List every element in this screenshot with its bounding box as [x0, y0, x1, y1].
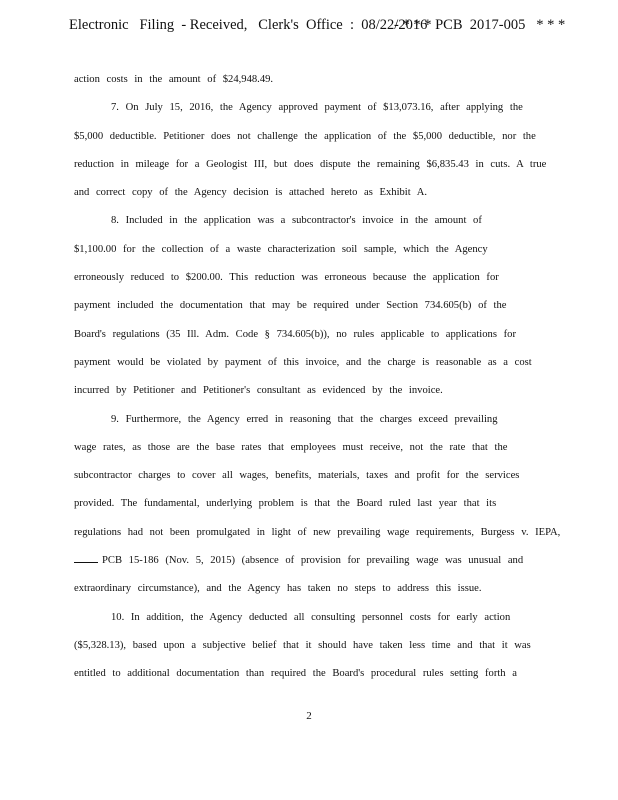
blank-underline: [74, 552, 98, 563]
text-line: [74, 296, 544, 324]
text-line: [74, 636, 544, 664]
document-body: [74, 70, 561, 693]
text-line: [74, 608, 544, 636]
filing-stamp-right: - * * * PCB 2017-005 * * *: [394, 17, 566, 33]
text-line: [74, 438, 544, 466]
text-line-content: 9. Furthermore, the Agency erred in reasoning that the charges exceed prevailing: [111, 413, 498, 425]
text-line-content: action costs in the amount of $24,948.49.: [74, 74, 274, 85]
text-line-content: PCB 15-186 (Nov. 5, 2015) (absence of provision for prevailing wage was unusual and: [102, 555, 524, 567]
text-line-content: and correct copy of the Agency decision is attached hereto as Exhibit A.: [74, 187, 428, 199]
text-line-content: provided. The fundamental, underlying problem is that the Board ruled last year that its: [74, 498, 497, 510]
text-line-content: $5,000 deductible. Petitioner does not challenge the application of the $5,000 deductible, nor the: [74, 130, 536, 142]
text-line-content: extraordinary circumstance), and the Agency has taken no steps to address this issue.: [74, 583, 482, 595]
text-line: [74, 211, 544, 239]
text-line: [74, 579, 544, 607]
text-line: [74, 268, 544, 296]
text-line: [74, 664, 544, 692]
filing-stamp-left: Electronic Filing - Received, Clerk's Office : 08/22/2016: [69, 17, 428, 33]
text-line-content: 7. On July 15, 2016, the Agency approved payment of $13,073.16, after applying the: [111, 102, 523, 114]
text-line: [74, 381, 544, 409]
text-line-content: entitled to additional documentation than required the Board's procedural rules setting forth a: [74, 668, 517, 680]
text-line-content: payment included the documentation that may be required under Section 734.605(b) of the: [74, 300, 507, 312]
text-line-content: incurred by Petitioner and Petitioner's consultant as evidenced by the invoice.: [74, 385, 443, 397]
text-line-content: 8. Included in the application was a subcontractor's invoice in the amount of: [111, 215, 482, 227]
text-line-content: ($5,328.13), based upon a subjective belief that it should have taken less time and that it was: [74, 639, 531, 651]
text-line: [74, 183, 544, 211]
text-line: [74, 127, 544, 155]
text-line-content: reduction in mileage for a Geologist III, but does dispute the remaining $6,835.43 in cuts. A true: [74, 158, 547, 170]
text-line-content: Board's regulations (35 Ill. Adm. Code § 734.605(b)), no rules applicable to applications for: [74, 328, 516, 340]
text-line: [74, 240, 544, 268]
text-line: [74, 466, 544, 494]
text-line: [74, 410, 544, 438]
filing-header: [0, 17, 618, 39]
page-number: 2: [306, 710, 312, 722]
text-line-content: 10. In addition, the Agency deducted all consulting personnel costs for early action: [111, 611, 511, 623]
text-line-content: $1,100.00 for the collection of a waste characterization soil sample, which the Agency: [74, 243, 488, 255]
text-line-content: wage rates, as those are the base rates that employees must receive, not the rate that the: [74, 441, 508, 453]
text-line: [74, 494, 544, 522]
text-line: [74, 98, 544, 126]
text-line: [74, 70, 544, 98]
text-line-content: regulations had not been promulgated in light of new prevailing wage requirements, Burgess v. IEPA,: [74, 526, 561, 538]
text-line-content: payment would be violated by payment of this invoice, and the charge is reasonable as a cost: [74, 356, 532, 368]
text-line-content: erroneously reduced to $200.00. This reduction was erroneous because the application for: [74, 272, 499, 284]
text-line: [74, 155, 547, 183]
text-line: [74, 325, 544, 353]
text-line: [74, 551, 544, 579]
text-line: [74, 353, 544, 381]
text-line: [74, 523, 561, 551]
text-line-content: subcontractor charges to cover all wages, benefits, materials, taxes and profit for the services: [74, 470, 520, 482]
